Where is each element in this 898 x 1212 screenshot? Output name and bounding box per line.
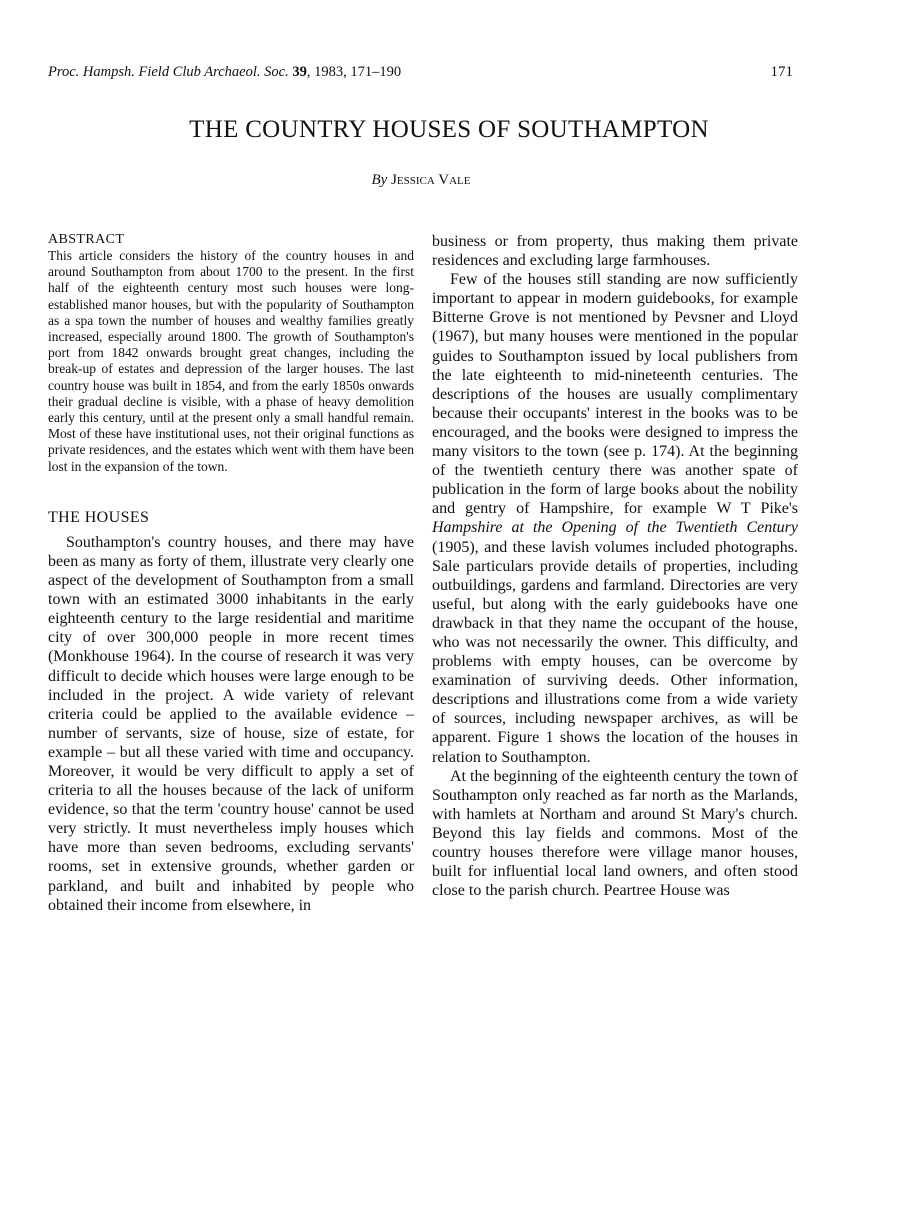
houses-paragraph-1-continued: business or from property, thus making them private residences and excluding large farmhouses. — [432, 233, 798, 270]
year-pages: , 1983, 171–190 — [306, 64, 402, 80]
article-title: THE COUNTRY HOUSES OF SOUTHAMPTON — [189, 116, 709, 143]
book-title-italic: Hampshire at the Opening of the Twentieth Century — [432, 519, 798, 537]
left-column — [48, 232, 414, 915]
right-column — [432, 232, 798, 900]
running-head — [48, 64, 793, 81]
page-number: 171 — [770, 64, 793, 80]
author-name: Jessica Vale — [391, 172, 471, 188]
houses-paragraph-3: At the beginning of the eighteenth century the town of Southampton only reached as far north as the Marlands, with hamlets at Northam and around St Mary's church. Beyond this lay fields and commons. Most of the country houses therefore were village manor houses, built for influential local land owners, and often stood close to the parish church. Peartree House was — [432, 767, 798, 900]
abstract-text: This article considers the history of the country houses in and around Southampton from about 1700 to the present. In the first half of the eighteenth century most such houses were long-established manor houses, but with the popularity of Southampton as a spa town the number of houses and wealthy families greatly increased, especially around 1800. The growth of Southampton's port from 1842 onwards brought great changes, including the break-up of estates and depression of the larger houses. The last country house was built in 1854, and from the early 1850s onwards their gradual decline is visible, with a phase of heavy demolition early this century, until at the present only a small handful remain. Most of these have institutional uses, not their original functions as private residences, and the estates which went with them have been lost in the expansion of the town. — [48, 248, 414, 474]
byline — [0, 172, 842, 189]
volume-number: 39 — [292, 64, 307, 80]
section-heading: THE HOUSES — [48, 508, 150, 526]
houses-paragraph-2-part-a: Few of the houses still standing are now sufficiently important to appear in modern guidebooks, for example Bitterne Grove is not mentioned by Pevsner and Lloyd (1967), but many houses were mentioned in the popular guides to Southampton issued by local publishers from the late eighteenth to mid-nineteenth centuries. The descriptions of the houses are usually complimentary because their occupants' interest in the books was to be encouraged, and the books were designed to impress the many visitors to the town (see p. 174). At the beginning of the twentieth century there was another spate of publication in the form of large books about the nobility and gentry of Hampshire, for example W T Pike's — [432, 271, 798, 518]
byline-by: By — [371, 172, 388, 188]
houses-paragraph-2 — [432, 270, 798, 766]
houses-paragraph-2-part-b: (1905), and these lavish volumes included photographs. Sale particulars provide details of properties, including outbuildings, gardens and farmland. Directories are very useful, but along with the early guidebooks have one drawback in that they name the occupant of the house, who was not necessarily the owner. This difficulty, and problems with empty houses, can be overcome by examination of surviving deeds. Other information, descriptions and illustrations come from a wide variety of sources, including newspaper archives, as will be apparent. Figure 1 shows the location of the houses in relation to Southampton. — [432, 538, 798, 766]
houses-paragraph-1: Southampton's country houses, and there may have been as many as forty of them, illustrate very clearly one aspect of the development of Southampton from a small town with an estimated 3000 inhabitants in the early eighteenth century to the large residential and maritime city of over 300,000 people in more recent times (Monkhouse 1964). In the course of research it was very difficult to decide which houses were large enough to be included in the project. A wide variety of relevant criteria could be applied to the available evidence – number of servants, size of house, size of estate, for example – but all these varied with time and occupancy. Moreover, it would be very difficult to apply a set of criteria to all the houses because of the lack of uniform evidence, so that the term 'country house' cannot be used very strictly. It must nevertheless imply houses which have more than seven bedrooms, excluding servants' rooms, set in extensive grounds, whether garden or parkland, and built and inhabited by people who obtained their income from elsewhere, in — [48, 533, 414, 914]
abstract-heading: ABSTRACT — [48, 232, 125, 247]
journal-name: Proc. Hampsh. Field Club Archaeol. Soc. — [48, 64, 289, 80]
